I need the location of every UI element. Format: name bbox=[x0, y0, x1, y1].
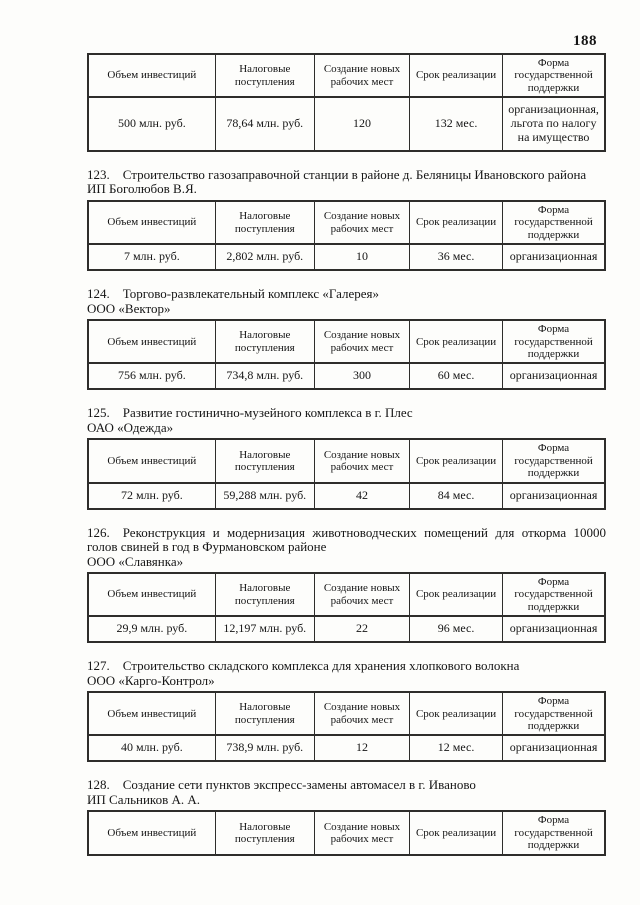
col-header-investment: Объем инвестиций bbox=[88, 439, 215, 482]
cell-jobs: 42 bbox=[314, 483, 409, 509]
col-header-jobs: Создание новых рабочих мест bbox=[314, 692, 409, 735]
section-number: 127. bbox=[87, 658, 110, 674]
cell-support: организационная bbox=[503, 244, 605, 270]
table-header-row bbox=[88, 811, 605, 854]
col-header-term: Срок реализации bbox=[410, 320, 503, 363]
table-header-row bbox=[88, 54, 605, 97]
section-title: Создание сети пунктов экспресс-замены автомасел в г. Иваново bbox=[122, 777, 476, 793]
table-row bbox=[88, 97, 605, 151]
project-section-124 bbox=[87, 287, 606, 390]
col-header-investment: Объем инвестиций bbox=[88, 54, 215, 97]
col-header-jobs: Создание новых рабочих мест bbox=[314, 320, 409, 363]
project-section-123 bbox=[87, 168, 606, 271]
section-number: 123. bbox=[87, 166, 110, 182]
section-org: ООО «Вектор» bbox=[87, 300, 171, 316]
project-table bbox=[87, 691, 606, 762]
section-title: Строительство складского комплекса для хранения хлопкового волокна bbox=[122, 658, 520, 674]
cell-investment: 40 млн. руб. bbox=[88, 735, 215, 761]
cell-term: 60 мес. bbox=[410, 363, 503, 389]
section-heading bbox=[87, 287, 606, 302]
col-header-jobs: Создание новых рабочих мест bbox=[314, 811, 409, 854]
col-header-investment: Объем инвестиций bbox=[88, 201, 215, 244]
col-header-tax: Налоговые поступления bbox=[215, 439, 314, 482]
section-org: ОАО «Одежда» bbox=[87, 419, 174, 435]
col-header-support: Форма государственной поддержки bbox=[503, 811, 605, 854]
section-org: ООО «Карго-Контрол» bbox=[87, 672, 215, 688]
col-header-investment: Объем инвестиций bbox=[88, 811, 215, 854]
col-header-support: Форма государственной поддержки bbox=[503, 439, 605, 482]
col-header-jobs: Создание новых рабочих мест bbox=[314, 573, 409, 616]
section-heading bbox=[87, 659, 606, 674]
cell-support: организационная bbox=[503, 363, 605, 389]
section-number: 124. bbox=[87, 286, 110, 302]
col-header-support: Форма государственной поддержки bbox=[503, 573, 605, 616]
col-header-support: Форма государственной поддержки bbox=[503, 320, 605, 363]
cell-investment: 500 млн. руб. bbox=[88, 97, 215, 151]
col-header-term: Срок реализации bbox=[410, 811, 503, 854]
table-header-row bbox=[88, 439, 605, 482]
project-section-127 bbox=[87, 659, 606, 762]
document-body bbox=[87, 53, 606, 856]
section-heading bbox=[87, 406, 606, 421]
section-title: Реконструкция и модернизация животноводческих помещений для откорма 10000 голов свиней в год в Фурмановском районе bbox=[87, 524, 606, 554]
col-header-term: Срок реализации bbox=[410, 439, 503, 482]
project-table bbox=[87, 438, 606, 509]
col-header-jobs: Создание новых рабочих мест bbox=[314, 439, 409, 482]
section-title: Развитие гостинично-музейного комплекса в г. Плес bbox=[122, 405, 413, 421]
table-header-row bbox=[88, 320, 605, 363]
cell-jobs: 10 bbox=[314, 244, 409, 270]
cell-jobs: 12 bbox=[314, 735, 409, 761]
section-org: ООО «Славянка» bbox=[87, 553, 184, 569]
col-header-tax: Налоговые поступления bbox=[215, 692, 314, 735]
project-table bbox=[87, 53, 606, 152]
section-number: 126. bbox=[87, 524, 110, 540]
project-section-126 bbox=[87, 526, 606, 644]
section-org: ИП Сальников А. А. bbox=[87, 791, 200, 807]
col-header-investment: Объем инвестиций bbox=[88, 320, 215, 363]
cell-investment: 756 млн. руб. bbox=[88, 363, 215, 389]
cell-term: 96 мес. bbox=[410, 616, 503, 642]
col-header-investment: Объем инвестиций bbox=[88, 573, 215, 616]
section-title: Строительство газозаправочной станции в районе д. Беляницы Ивановского района bbox=[122, 166, 587, 182]
cell-tax: 738,9 млн. руб. bbox=[215, 735, 314, 761]
project-table bbox=[87, 200, 606, 271]
table-row bbox=[88, 483, 605, 509]
section-number: 125. bbox=[87, 405, 110, 421]
table-header-row bbox=[88, 573, 605, 616]
project-table bbox=[87, 572, 606, 643]
col-header-jobs: Создание новых рабочих мест bbox=[314, 54, 409, 97]
cell-investment: 72 млн. руб. bbox=[88, 483, 215, 509]
cell-investment: 29,9 млн. руб. bbox=[88, 616, 215, 642]
cell-term: 12 мес. bbox=[410, 735, 503, 761]
table-header-row bbox=[88, 201, 605, 244]
col-header-tax: Налоговые поступления bbox=[215, 54, 314, 97]
col-header-term: Срок реализации bbox=[410, 692, 503, 735]
cell-term: 132 мес. bbox=[410, 97, 503, 151]
cell-support: организационная bbox=[503, 483, 605, 509]
col-header-tax: Налоговые поступления bbox=[215, 320, 314, 363]
table-row bbox=[88, 735, 605, 761]
project-table bbox=[87, 319, 606, 390]
col-header-support: Форма государственной поддержки bbox=[503, 201, 605, 244]
col-header-support: Форма государственной поддержки bbox=[503, 692, 605, 735]
col-header-term: Срок реализации bbox=[410, 54, 503, 97]
col-header-support: Форма государственной поддержки bbox=[503, 54, 605, 97]
cell-jobs: 120 bbox=[314, 97, 409, 151]
col-header-investment: Объем инвестиций bbox=[88, 692, 215, 735]
cell-tax: 59,288 млн. руб. bbox=[215, 483, 314, 509]
col-header-term: Срок реализации bbox=[410, 201, 503, 244]
cell-support: организационная, льгота по налогу на имущество bbox=[503, 97, 605, 151]
page-number: 188 bbox=[573, 33, 597, 49]
col-header-term: Срок реализации bbox=[410, 573, 503, 616]
cell-jobs: 300 bbox=[314, 363, 409, 389]
table-row bbox=[88, 244, 605, 270]
col-header-tax: Налоговые поступления bbox=[215, 573, 314, 616]
col-header-tax: Налоговые поступления bbox=[215, 201, 314, 244]
section-heading bbox=[87, 778, 606, 793]
section-org: ИП Боголюбов В.Я. bbox=[87, 181, 197, 197]
cell-investment: 7 млн. руб. bbox=[88, 244, 215, 270]
cell-term: 36 мес. bbox=[410, 244, 503, 270]
cell-tax: 2,802 млн. руб. bbox=[215, 244, 314, 270]
cell-term: 84 мес. bbox=[410, 483, 503, 509]
cell-tax: 78,64 млн. руб. bbox=[215, 97, 314, 151]
cell-support: организационная bbox=[503, 616, 605, 642]
project-section-125 bbox=[87, 406, 606, 509]
section-title: Торгово-развлекательный комплекс «Галерея» bbox=[122, 286, 379, 302]
table-row bbox=[88, 616, 605, 642]
cell-jobs: 22 bbox=[314, 616, 409, 642]
project-table bbox=[87, 810, 606, 855]
section-heading bbox=[87, 526, 606, 555]
table-header-row bbox=[88, 692, 605, 735]
col-header-tax: Налоговые поступления bbox=[215, 811, 314, 854]
cell-support: организационная bbox=[503, 735, 605, 761]
cell-tax: 734,8 млн. руб. bbox=[215, 363, 314, 389]
section-number: 128. bbox=[87, 777, 110, 793]
project-section-128 bbox=[87, 778, 606, 855]
table-row bbox=[88, 363, 605, 389]
col-header-jobs: Создание новых рабочих мест bbox=[314, 201, 409, 244]
cell-tax: 12,197 млн. руб. bbox=[215, 616, 314, 642]
section-heading bbox=[87, 168, 606, 183]
